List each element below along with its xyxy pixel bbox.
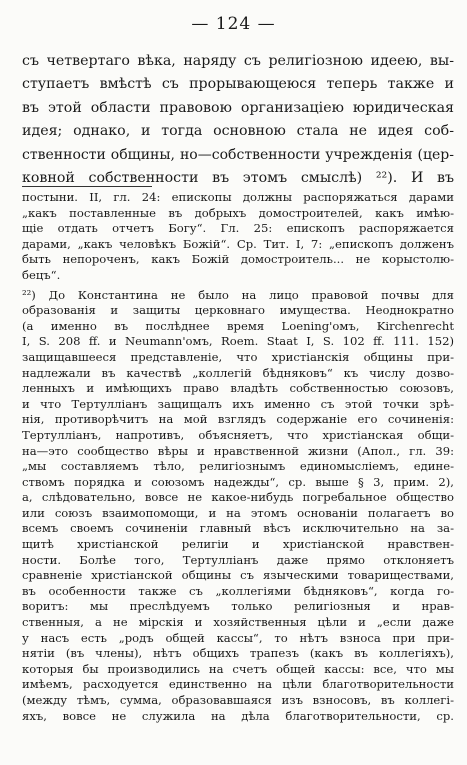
footnote-line: ²²) До Константина не было на лицо правовой почвы для: [22, 287, 454, 302]
footnote-line: бецъ“.: [22, 267, 61, 282]
footnote-line: (между тѣмъ, сумма, образовавшаяся изъ взносовъ, въ коллегі-: [22, 693, 454, 707]
footnote-line: ленныхъ и имѣющихъ право владѣть собственностью союзовъ,: [22, 381, 454, 396]
footnote-line: всемъ своемъ сочиненіи главный вѣсъ исключительно на за-: [22, 521, 454, 536]
footnote-line: ности. Болѣе того, Тертулліанъ даже прямо отклоняетъ: [22, 552, 454, 567]
main-text-line: съ четвертаго вѣка, наряду съ религіозною идеею, вы-: [22, 53, 454, 69]
footnote-line: Тертулліанъ, напротивъ, объясняетъ, что христіанская общи-: [22, 427, 454, 442]
footnote-line: нія, противорѣчитъ на мой взглядъ содержаніе его сочиненія:: [22, 412, 454, 427]
footnote-line: образованія и защиты церковнаго имущества. Неоднократно: [22, 303, 454, 318]
footnote-line: быть непороченъ, какъ Божій домостроитель... не корыстолю-: [22, 252, 454, 267]
main-text-line: ступаетъ вмѣстѣ съ прорывающеюся теперь также и: [22, 76, 454, 93]
footnote-line: нятіи (въ члены), нѣтъ общихъ трапезъ (какъ въ коллегіяхъ),: [22, 646, 454, 661]
footnote-line: (а именно въ послѣднее время Loening'омъ, Kirchenrecht: [22, 318, 454, 333]
footnote-line: „мы составляемъ тѣло, религіознымъ единомысліемъ, едине-: [22, 459, 454, 474]
footnote-line: у насъ есть „родъ общей кассы“, то нѣтъ взноса при при-: [22, 630, 454, 645]
footnotes-section: [22, 190, 454, 728]
footnote-line: имѣемъ, расходуется единственно на цѣли благотворительности: [22, 677, 454, 692]
footnote-line: ственныя, а не мірскія и хозяйственныя цѣли и „если даже: [22, 615, 454, 630]
page-number: — 124 —: [191, 14, 276, 34]
main-text-line: идея; однако, и тогда основною стала не идея соб-: [22, 123, 454, 140]
footnote-line: и что Тертулліанъ защищалъ ихъ именно съ этой точки зрѣ-: [22, 396, 454, 411]
footnote-line: а, слѣдовательно, вовсе не какое-нибудь погребальное общество: [22, 490, 454, 505]
footnote-line: воритъ: мы преслѣдуемъ только религіозныя и нрав-: [22, 599, 454, 614]
footnote-line: или союзъ взаимопомощи, и на этомъ основаніи полагаетъ во: [22, 505, 454, 520]
footnote-line: которыя бы производились на счетъ общей кассы: все, что мы: [22, 661, 454, 676]
footnote-line: постыни. II, гл. 24: епископы должны распоряжаться дарами: [22, 190, 454, 204]
footnote-line: надлежали въ качествѣ „коллегій бѣдняковъ“ къ числу дозво-: [22, 365, 454, 380]
footnote-line: щитѣ христіанской религіи и христіанской нравствен-: [22, 537, 454, 552]
footnote-line: сравненіе христіанской общины съ языческими товариществами,: [22, 568, 454, 583]
footnote-continuation: [22, 190, 454, 284]
main-text-line: въ этой области правовою организаціею юридическая: [22, 99, 454, 116]
footnote-line: „какъ поставленные въ добрыхъ домостроителей, какъ имѣю-: [22, 205, 454, 220]
footnote-22: [22, 288, 454, 725]
main-text-body: [22, 50, 454, 190]
footnote-line: I, S. 208 ff. и Neumann'омъ, Roem. Staat I, S. 102 ff. 111. 152): [22, 334, 454, 349]
main-text-line: ковной собственности въ этомъ смыслѣ) ²²). И въ: [22, 170, 454, 187]
footnote-line: въ особенности также съ „коллегіями бѣдняковъ“, когда го-: [22, 583, 454, 598]
footnote-line: дарами, „какъ человѣкъ Божій“. Ср. Тит. I, 7: „епископъ долженъ: [22, 236, 454, 251]
main-text-line: ственности общины, но—собственности учрежденія (цер-: [22, 146, 454, 163]
footnote-line: защищавшееся представленіе, что христіанскія общины при-: [22, 349, 454, 364]
footnote-line: яхъ, вовсе не служила на дѣла благотворительности, ср.: [22, 708, 454, 723]
footnote-line: щіе отдать отчетъ Богу“. Гл. 25: епископъ распоряжается: [22, 221, 454, 236]
footnote-line: на—это сообщество вѣры и нравственной жизни (Апол., гл. 39:: [22, 443, 454, 458]
footnote-separator-rule: [22, 186, 152, 187]
footnote-line: ствомъ порядка и союзомъ надежды“, ср. выше § 3, прим. 2),: [22, 474, 454, 489]
